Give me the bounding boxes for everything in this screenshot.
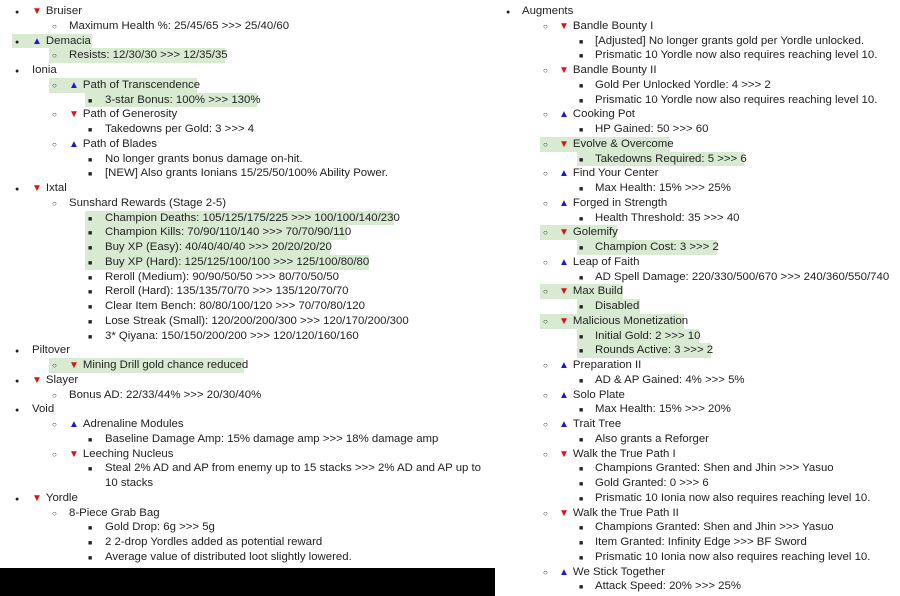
nerf-arrow-icon [32, 492, 42, 507]
augment-item: ○ ▼Bandle Bounty I [495, 19, 900, 34]
list-item: ■ Lose Streak (Small): 120/200/200/300 >>> 120/170/200/300 [0, 314, 495, 329]
left-column [0, 4, 495, 565]
list-item [0, 19, 495, 34]
list-item: ■ Champion Deaths: 105/125/175/225 >>> 100/100/140/230 [0, 211, 495, 226]
bullet-icon [52, 48, 57, 64]
list-item: ■ Max Health: 15% >>> 25% [495, 181, 900, 196]
list-item: ■ Champions Granted: Shen and Jhin >>> Yasuo [495, 520, 900, 535]
list-item: ■ No longer grants bonus damage on-hit. [0, 152, 495, 167]
list-item-ionia [0, 63, 495, 78]
augment-item: ○ ▼Walk the True Path I [495, 447, 900, 462]
nerf-arrow-icon [32, 374, 42, 389]
list-item: ■ Health Threshold: 35 >>> 40 [495, 211, 900, 226]
bullet-icon [52, 107, 57, 123]
augment-item: ○ ▲Solo Plate [495, 388, 900, 403]
bullet-icon [88, 550, 92, 567]
trait-label: Ionia [32, 64, 57, 76]
augment-item: ○ ▼Evolve & Overcome [495, 137, 900, 152]
list-item-augments: ● Augments [495, 4, 900, 19]
list-item: ■ Buy XP (Hard): 125/125/100/100 >>> 125/100/80/80 [0, 255, 495, 270]
list-item: ■ Prismatic 10 Yordle now also requires reaching level 10. [495, 48, 900, 63]
bullet-icon [543, 284, 548, 300]
black-bar [0, 568, 495, 596]
list-item: ■ 2 2-drop Yordles added as potential reward [0, 535, 495, 550]
augment-item: ○ ▼Max Build [495, 284, 900, 299]
list-item: ■ [Adjusted] No longer grants gold per Yordle unlocked. [495, 34, 900, 49]
list-item: ○ ▲Adrenaline Modules [0, 417, 495, 432]
bullet-icon [52, 78, 57, 94]
list-item: ■ Buy XP (Easy): 40/40/40/40 >>> 20/20/20/20 [0, 240, 495, 255]
list-item-bruiser [0, 4, 495, 19]
nerf-arrow-icon [559, 64, 569, 79]
bullet-icon [543, 166, 548, 182]
bullet-icon [543, 565, 548, 581]
list-item: ○ ▼Mining Drill gold chance reduced [0, 358, 495, 373]
list-item: ■ [NEW] Also grants Ionians 15/25/50/100% Ability Power. [0, 166, 495, 181]
trait-label: Bruiser [45, 5, 82, 17]
buff-arrow-icon [559, 359, 569, 374]
list-item: ■ Item Granted: Infinity Edge >>> BF Sword [495, 535, 900, 550]
list-item: ■ Champion Kills: 70/90/110/140 >>> 70/70/90/110 [0, 225, 495, 240]
bullet-icon [543, 255, 548, 271]
list-item: ■ 3* Qiyana: 150/150/200/200 >>> 120/120/160/160 [0, 329, 495, 344]
bullet-icon [543, 196, 548, 212]
bullet-icon [543, 314, 548, 330]
bullet-icon [52, 447, 57, 463]
bullet-icon [543, 137, 548, 153]
list-item: ■ HP Gained: 50 >>> 60 [495, 122, 900, 137]
nerf-arrow-icon [69, 359, 79, 374]
bullet-icon [52, 358, 57, 374]
augment-item: ○ ▲Find Your Center [495, 166, 900, 181]
augment-item: ○ ▲We Stick Together [495, 565, 900, 580]
bullet-icon [88, 461, 92, 478]
list-item: ■ Max Health: 15% >>> 20% [495, 402, 900, 417]
list-item: ■ Prismatic 10 Ionia now also requires reaching level 10. [495, 491, 900, 506]
list-item: ■ Champions Granted: Shen and Jhin >>> Yasuo [495, 461, 900, 476]
buff-arrow-icon [69, 79, 79, 94]
bullet-icon [543, 506, 548, 522]
buff-arrow-icon [559, 167, 569, 182]
list-item: ○ ▲Path of Transcendence [0, 78, 495, 93]
list-item: ■ AD Spell Damage: 220/330/500/670 >>> 240/360/550/740 [495, 270, 900, 285]
bullet-icon [52, 506, 57, 522]
buff-arrow-icon [559, 566, 569, 581]
list-item-ixtal: ● ▼Ixtal [0, 181, 495, 196]
nerf-arrow-icon [559, 448, 569, 463]
list-item: ○ Sunshard Rewards (Stage 2-5) [0, 196, 495, 211]
bullet-icon [52, 19, 57, 35]
trait-label: Demacia [45, 34, 91, 47]
buff-arrow-icon [559, 197, 569, 212]
list-item [0, 48, 495, 63]
list-item-slayer: ● ▼Slayer [0, 373, 495, 388]
right-column [495, 4, 900, 594]
bullet-icon [543, 388, 548, 404]
list-item: ■ Prismatic 10 Ionia now also requires reaching level 10. [495, 550, 900, 565]
bullet-icon [543, 447, 548, 463]
buff-arrow-icon [559, 256, 569, 271]
list-item: ■ Average value of distributed loot slightly lowered. [0, 550, 495, 565]
list-item: ■ Disabled [495, 299, 900, 314]
nerf-arrow-icon [32, 5, 42, 20]
augment-item: ○ ▲Preparation II [495, 358, 900, 373]
change-text: Maximum Health %: 25/45/65 >>> 25/40/60 [69, 19, 290, 32]
bullet-icon [543, 358, 548, 374]
augment-item: ○ ▲Forged in Strength [495, 196, 900, 211]
list-item: ■ 3-star Bonus: 100% >>> 130% [0, 93, 495, 108]
list-item: ■ Baseline Damage Amp: 15% damage amp >>> 18% damage amp [0, 432, 495, 447]
nerf-arrow-icon [559, 20, 569, 35]
bullet-icon [543, 107, 548, 123]
list-item: ■ Steal 2% AD and AP from enemy up to 15 stacks >>> 2% AD and AP up to 10 stacks [0, 461, 495, 491]
buff-arrow-icon [559, 389, 569, 404]
nerf-arrow-icon [69, 108, 79, 123]
list-item: ○ ▲Path of Blades [0, 137, 495, 152]
nerf-arrow-icon [559, 285, 569, 300]
bullet-icon [52, 137, 57, 153]
list-item: ■ Takedowns Required: 5 >>> 6 [495, 152, 900, 167]
bullet-icon [543, 417, 548, 433]
list-item: ■ Initial Gold: 2 >>> 10 [495, 329, 900, 344]
augment-item: ○ ▼Malicious Monetization [495, 314, 900, 329]
list-item: ■ Prismatic 10 Yordle now also requires reaching level 10. [495, 93, 900, 108]
augment-item: ○ ▼Walk the True Path II [495, 506, 900, 521]
list-item: ■ Gold Per Unlocked Yordle: 4 >>> 2 [495, 78, 900, 93]
list-item: ○ ▼Leeching Nucleus [0, 447, 495, 462]
nerf-arrow-icon [559, 226, 569, 241]
nerf-arrow-icon [559, 507, 569, 522]
list-item: ○ ▼Path of Generosity [0, 107, 495, 122]
list-item: ■ Gold Drop: 6g >>> 5g [0, 520, 495, 535]
list-item-yordle: ● ▼Yordle [0, 491, 495, 506]
list-item: ■ AD & AP Gained: 4% >>> 5% [495, 373, 900, 388]
list-item-demacia [0, 34, 495, 49]
buff-arrow-icon [69, 138, 79, 153]
bullet-icon [543, 225, 548, 241]
nerf-arrow-icon [559, 315, 569, 330]
nerf-arrow-icon [69, 448, 79, 463]
list-item: ○ 8-Piece Grab Bag [0, 506, 495, 521]
list-item: ■ Attack Speed: 20% >>> 25% [495, 579, 900, 594]
buff-arrow-icon [69, 418, 79, 433]
bullet-icon [543, 19, 548, 35]
list-item: ■ Rounds Active: 3 >>> 2 [495, 343, 900, 358]
list-item: ■ Champion Cost: 3 >>> 2 [495, 240, 900, 255]
nerf-arrow-icon [32, 182, 42, 197]
nerf-arrow-icon [559, 138, 569, 153]
buff-arrow-icon [559, 108, 569, 123]
augment-item: ○ ▲Leap of Faith [495, 255, 900, 270]
bullet-icon [52, 196, 57, 212]
list-item: ○ Bonus AD: 22/33/44% >>> 20/30/40% [0, 388, 495, 403]
buff-arrow-icon [559, 418, 569, 433]
augment-item: ○ ▼Bandle Bounty II [495, 63, 900, 78]
augment-item: ○ ▲Trait Tree [495, 417, 900, 432]
augment-item: ○ ▼Golemify [495, 225, 900, 240]
change-text: Resists: 12/30/30 >>> 12/35/35 [69, 49, 228, 62]
list-item: ■ Takedowns per Gold: 3 >>> 4 [0, 122, 495, 137]
list-item-void: ● Void [0, 402, 495, 417]
list-item: ■ Gold Granted: 0 >>> 6 [495, 476, 900, 491]
bullet-icon [579, 579, 583, 596]
list-item: ■ Reroll (Hard): 135/135/70/70 >>> 135/120/70/70 [0, 284, 495, 299]
list-item-piltover: ● Piltover [0, 343, 495, 358]
bullet-icon [543, 63, 548, 79]
bullet-icon [52, 417, 57, 433]
buff-arrow-icon [32, 35, 42, 50]
augment-item: ○ ▲Cooking Pot [495, 107, 900, 122]
list-item: ■ Clear Item Bench: 80/80/100/120 >>> 70/70/80/120 [0, 299, 495, 314]
list-item: ■ Reroll (Medium): 90/90/50/50 >>> 80/70/50/50 [0, 270, 495, 285]
list-item: ■ Also grants a Reforger [495, 432, 900, 447]
bullet-icon [52, 388, 57, 404]
